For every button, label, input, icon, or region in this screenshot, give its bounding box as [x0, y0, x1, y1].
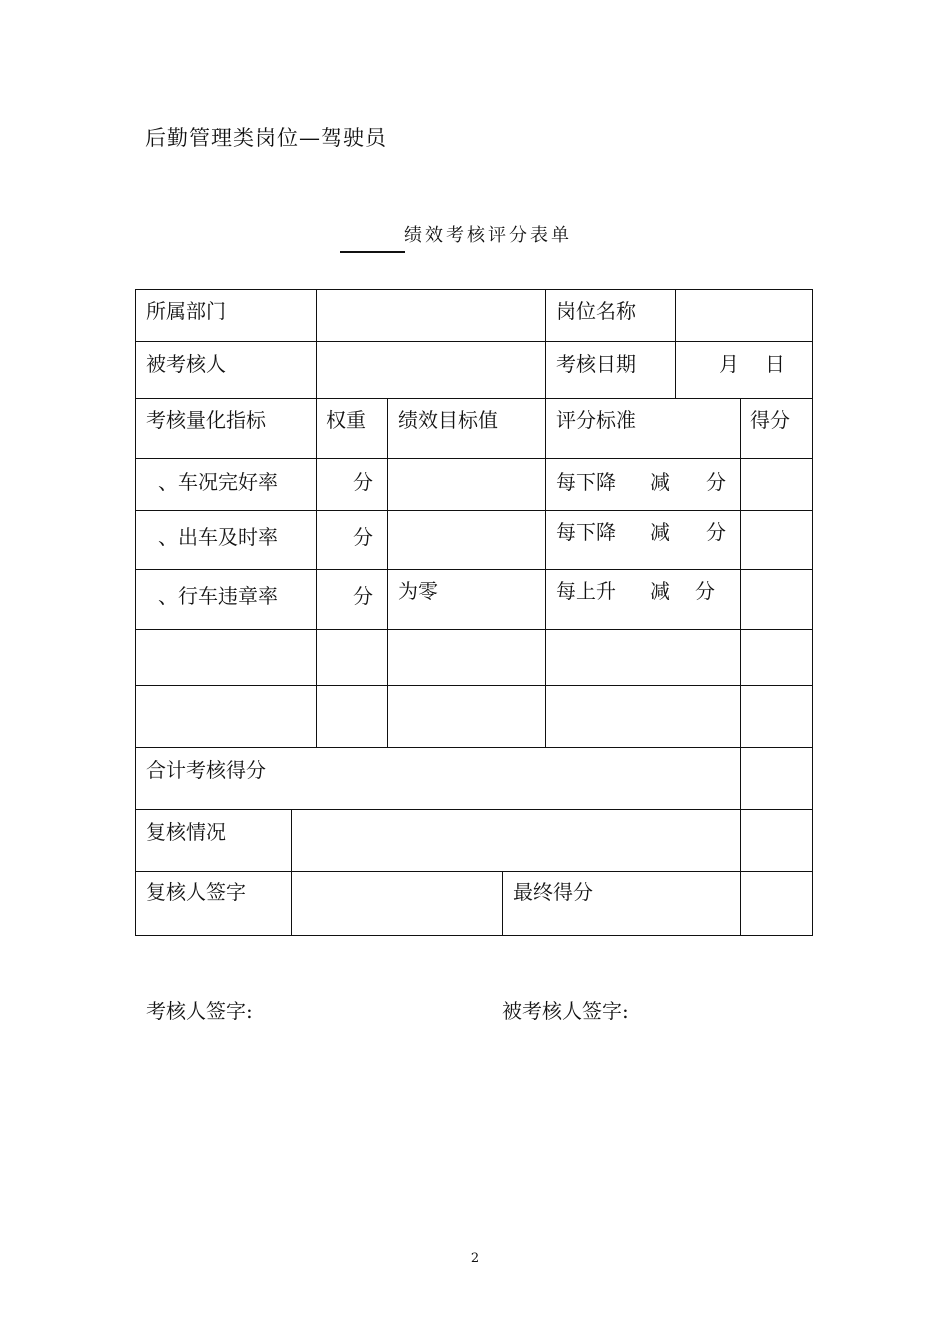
- header-weight: 权重: [326, 408, 366, 432]
- indicator-1: 、车况完好率: [158, 470, 278, 494]
- table-rule: [675, 289, 676, 399]
- date-month: 月: [719, 352, 739, 376]
- criteria-3-c: 分: [695, 579, 715, 603]
- date-label: 考核日期: [556, 352, 636, 376]
- criteria-3-a: 每上升: [556, 579, 616, 603]
- table-rule: [135, 569, 813, 570]
- table-rule: [291, 809, 292, 936]
- document-heading: 后勤管理类岗位—驾驶员: [145, 126, 387, 150]
- weight-2: 分: [353, 525, 373, 549]
- table-rule: [135, 685, 813, 686]
- criteria-2-a: 每下降: [556, 520, 616, 544]
- table-rule: [135, 747, 813, 748]
- indicator-2: 、出车及时率: [158, 525, 278, 549]
- table-rule: [135, 629, 813, 630]
- weight-1: 分: [353, 470, 373, 494]
- table-rule: [135, 510, 813, 511]
- table-rule: [502, 871, 503, 936]
- total-label: 合计考核得分: [146, 758, 266, 782]
- table-rule: [135, 871, 813, 872]
- assessor-signature-label: 考核人签字:: [146, 999, 253, 1023]
- position-label: 岗位名称: [556, 299, 636, 323]
- title-blank-line: [340, 251, 405, 253]
- table-border-top: [135, 289, 813, 290]
- criteria-2-c: 分: [706, 520, 726, 544]
- assessee-label: 被考核人: [146, 352, 226, 376]
- table-rule: [545, 398, 546, 748]
- table-rule: [740, 398, 741, 936]
- criteria-2-b: 减: [650, 520, 670, 544]
- criteria-1-c: 分: [706, 470, 726, 494]
- criteria-1-a: 每下降: [556, 470, 616, 494]
- reviewer-label: 复核人签字: [146, 880, 246, 904]
- table-rule: [135, 809, 813, 810]
- table-border-right: [812, 289, 813, 936]
- final-score-label: 最终得分: [513, 880, 593, 904]
- date-day: 日: [765, 352, 785, 376]
- header-indicator: 考核量化指标: [146, 408, 266, 432]
- indicator-3: 、行车违章率: [158, 584, 278, 608]
- table-rule: [316, 398, 317, 748]
- criteria-3-b: 减: [650, 579, 670, 603]
- header-target: 绩效目标值: [398, 408, 498, 432]
- table-rule: [316, 289, 317, 399]
- criteria-1-b: 减: [650, 470, 670, 494]
- table-rule: [135, 398, 813, 399]
- weight-3: 分: [353, 584, 373, 608]
- form-title: 绩效考核评分表单: [404, 225, 572, 246]
- table-rule: [135, 458, 813, 459]
- assessee-signature-label: 被考核人签字:: [502, 999, 629, 1023]
- review-label: 复核情况: [146, 820, 226, 844]
- header-score: 得分: [750, 408, 790, 432]
- dept-label: 所属部门: [146, 299, 226, 323]
- table-rule: [545, 289, 546, 399]
- header-criteria: 评分标准: [556, 408, 636, 432]
- table-rule: [135, 341, 813, 342]
- target-3: 为零: [398, 579, 438, 603]
- table-border-left: [135, 289, 136, 936]
- table-rule: [387, 398, 388, 748]
- page-number: 2: [470, 1251, 480, 1266]
- table-border-bottom: [135, 935, 813, 936]
